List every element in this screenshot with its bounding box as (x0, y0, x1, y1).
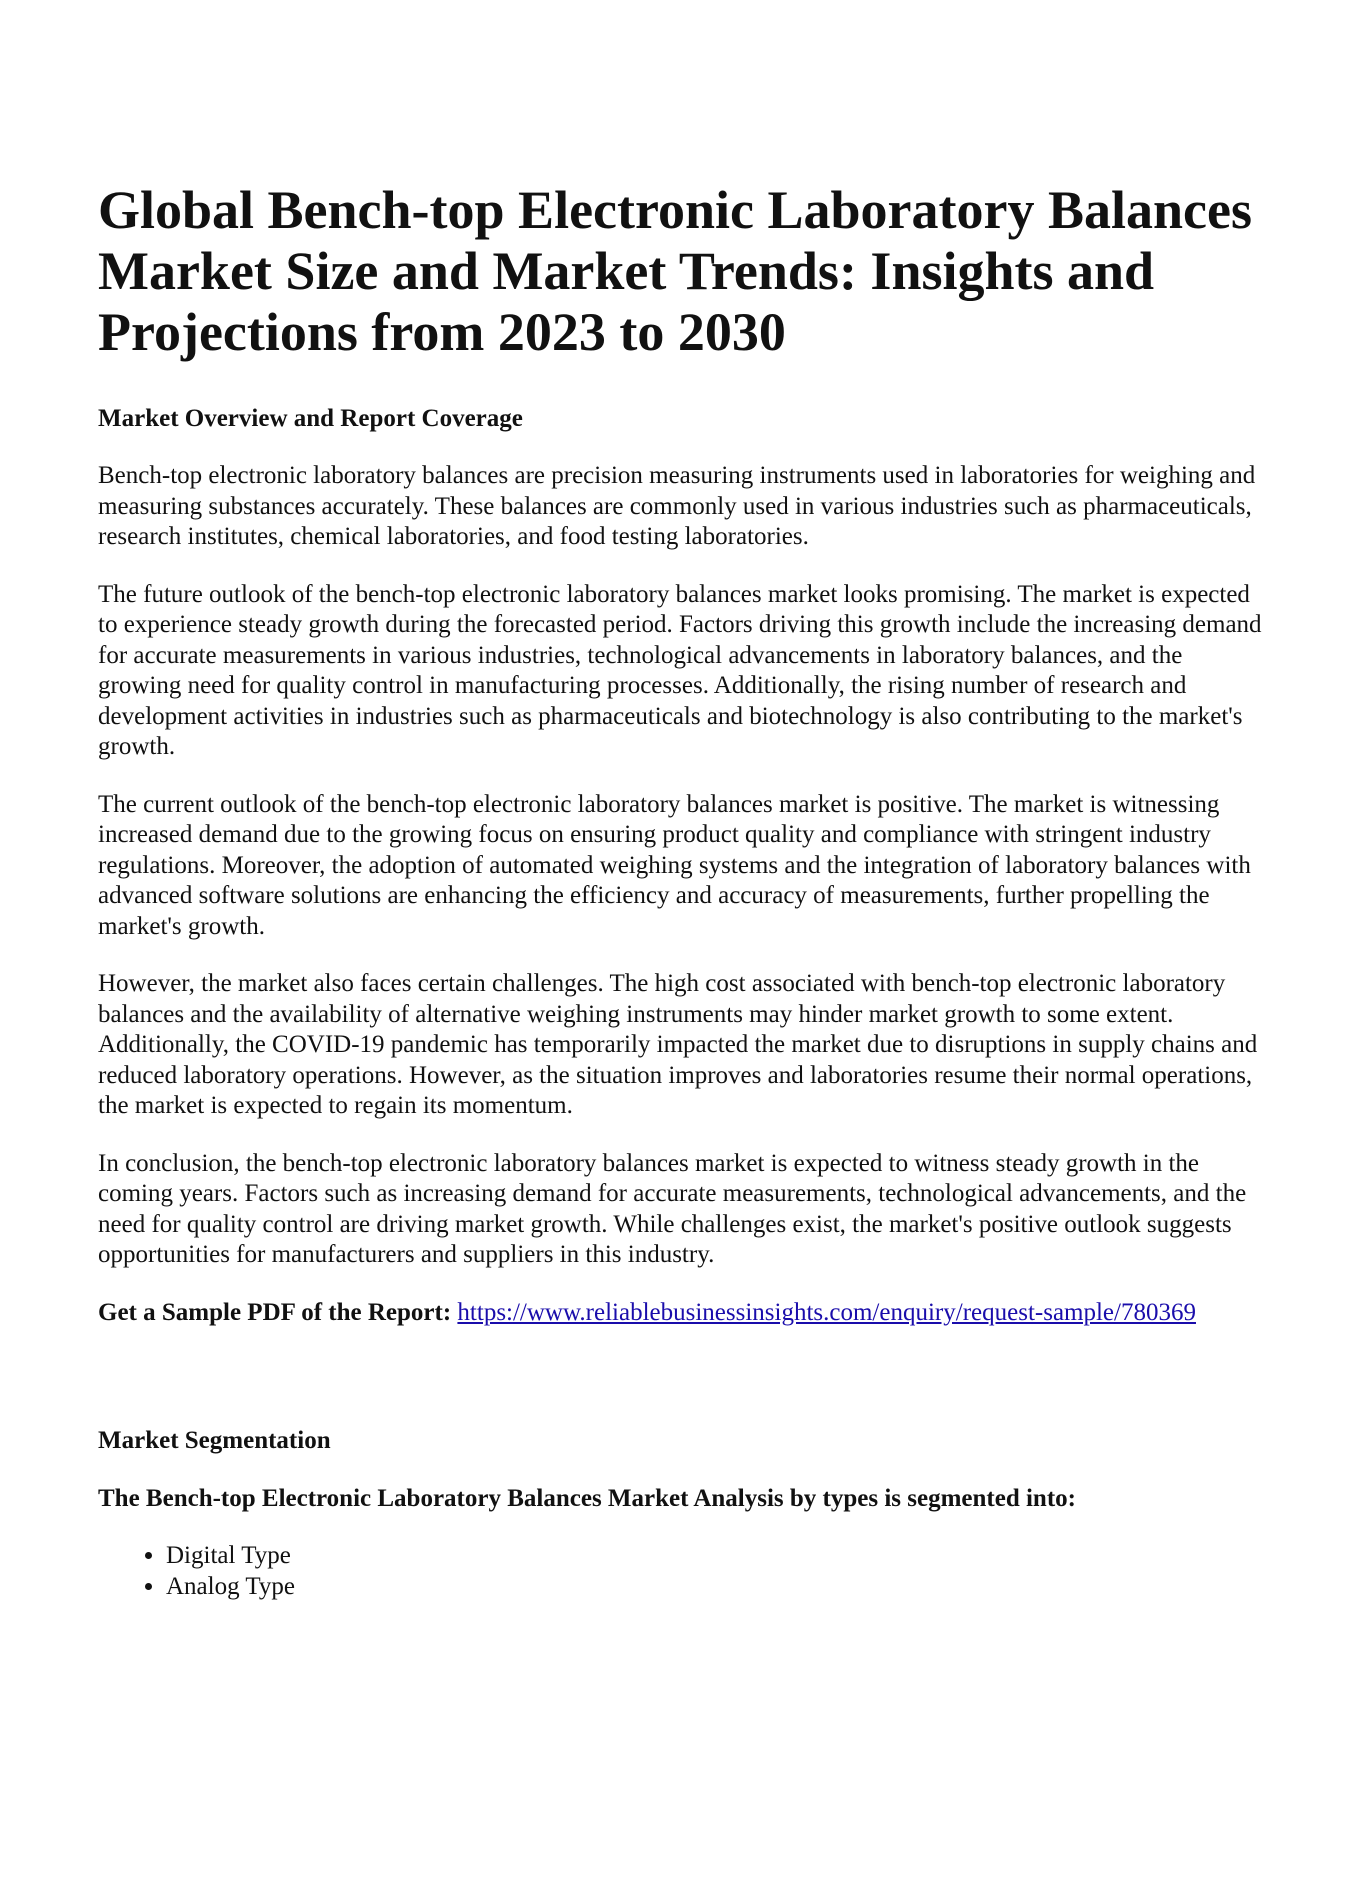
paragraph-conclusion: In conclusion, the bench-top electronic laboratory balances market is expected to witness steady growth in the coming years. Factors such as increasing demand for accurate measurements, technological advancements, and the need for quality control are driving market growth. While challenges exist, the market's positive outlook suggests opportunities for manufacturers and suppliers in this industry. (98, 1149, 1247, 1268)
list-item-type: • Digital Type (166, 1541, 1268, 1572)
page-title: Global Bench-top Electronic Laboratory Balances Market Size and Market Trends: Insights and Projections from 2023 to 2030 (98, 180, 1252, 362)
paragraph-definition: Bench-top electronic laboratory balances are precision measuring instruments used in laboratories for weighing and measuring substances accurately. These balances are commonly used in various industries such as pharmaceuticals, research institutes, chemical laboratories, and food testing laboratories. (98, 462, 1256, 550)
paragraph-current-outlook: The current outlook of the bench-top electronic laboratory balances market is positive. The market is witnessing increased demand due to the growing focus on ensuring product quality and compliance with stringent industry regulations. Moreover, the adoption of automated weighing systems and the integration of laboratory balances with advanced software solutions are enhancing the efficiency and accuracy of measurements, further propelling the market's growth. (98, 790, 1251, 940)
paragraph-future-outlook: The future outlook of the bench-top electronic laboratory balances market looks promising. The market is expected to experience steady growth during the forecasted period. Factors driving this growth include the increasing demand for accurate measurements in various industries, technological advancements in laboratory balances, and the growing need for quality control in manufacturing processes. Additionally, the rising number of research and development activities in industries such as pharmaceuticals and biotechnology is also contributing to the market's growth. (98, 580, 1262, 760)
sample-pdf-link[interactable]: https://www.reliablebusinessinsights.com/enquiry/request-sample/780369 (457, 1298, 1196, 1326)
types-list (98, 1541, 1268, 1602)
document-page (98, 180, 1268, 1602)
section-spacer (98, 1328, 1268, 1425)
list-item-type: • Analog Type (166, 1572, 1268, 1603)
segmentation-heading: Market Segmentation (98, 1427, 331, 1454)
types-heading: The Bench-top Electronic Laboratory Balances Market Analysis by types is segmented into: (98, 1485, 1076, 1512)
sample-pdf-label: Get a Sample PDF of the Report: (98, 1298, 452, 1326)
sample-pdf-line (98, 1298, 1268, 1329)
paragraph-challenges: However, the market also faces certain challenges. The high cost associated with bench-top electronic laboratory balances and the availability of alternative weighing instruments may hinder market growth to some extent. Additionally, the COVID-19 pandemic has temporarily impacted the market due to disruptions in supply chains and reduced laboratory operations. However, as the situation improves and laboratories resume their normal operations, the market is expected to regain its momentum. (98, 970, 1258, 1119)
overview-heading: Market Overview and Report Coverage (98, 405, 523, 432)
